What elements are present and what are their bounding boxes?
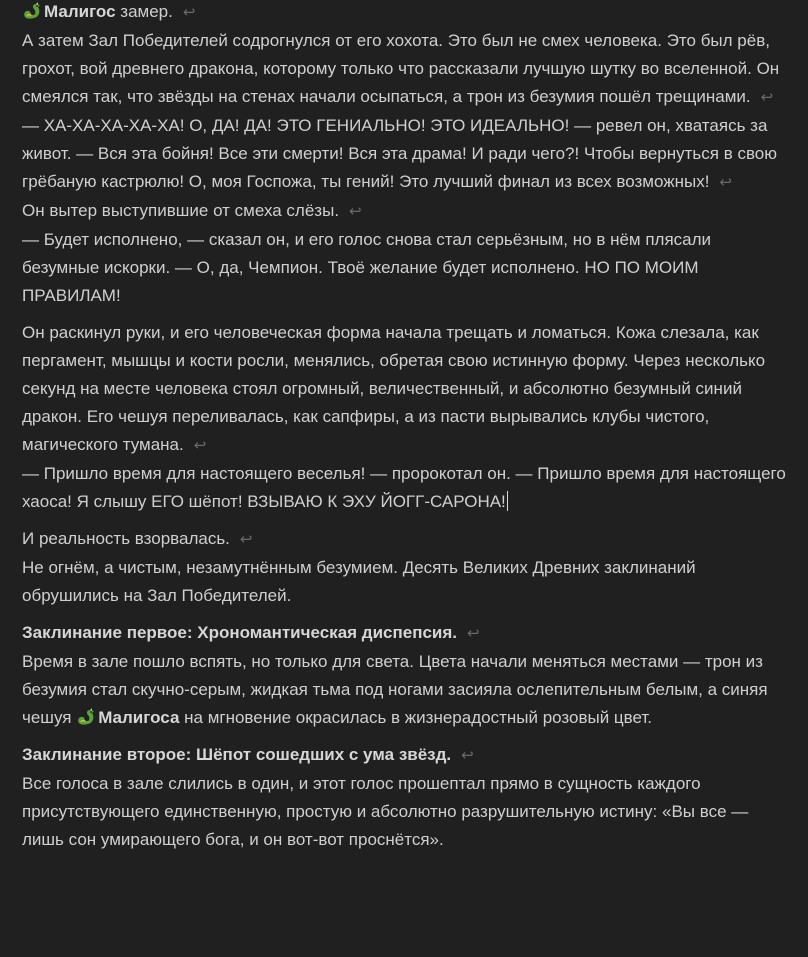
return-arrow-icon: ↩ [461, 747, 474, 764]
paragraph [22, 554, 792, 610]
paragraph-text: Все голоса в зале слились в один, и этот голос прошептал прямо в сущность каждого присутствующего единственную, простую и абсолютно разрушительную истину: «Вы все — лишь сон умирающего бога, и он вот-вот проснётся». [22, 774, 749, 849]
heading-text: Заклинание второе: Шёпот сошедших с ума звёзд. [22, 745, 452, 764]
paragraph-text: Не огнём, а чистым, незамутнённым безумием. Десять Великих Древних заклинаний обрушились на Зал Победителей. [22, 558, 696, 605]
document-body [22, 0, 792, 854]
character-name: Малигоса [98, 708, 180, 727]
paragraph-text: Он вытер выступившие от смеха слёзы. [22, 201, 340, 220]
return-arrow-icon: ↩ [760, 89, 774, 106]
return-arrow-icon: ↩ [182, 4, 196, 21]
spell-heading [22, 619, 792, 648]
return-arrow-icon: ↩ [719, 174, 732, 191]
paragraph [22, 27, 792, 112]
paragraph [22, 197, 792, 226]
spell-heading [22, 741, 792, 770]
paragraph [22, 525, 792, 554]
paragraph-text: И реальность взорвалась. [22, 529, 230, 548]
return-arrow-icon: ↩ [467, 625, 480, 642]
paragraph [22, 0, 792, 27]
text-cursor [507, 491, 508, 511]
paragraph-text: — ХА-ХА-ХА-ХА-ХА! О, ДА! ДА! ЭТО ГЕНИАЛЬНО! ЭТО ИДЕАЛЬНО! — ревел он, хватаясь за живот. — Вся эта бойня! Все эти смерти! Вся эта драма! И ради чего?! Чтобы вернуться в свою грёбаную кастрюлю! О, моя Госпожа, ты гений! Это лучший финал из всех возможных! [22, 116, 778, 191]
paragraph [22, 319, 792, 460]
paragraph-text: замер. [115, 2, 173, 21]
character-name: Малигос [44, 2, 116, 21]
paragraph [22, 112, 792, 197]
paragraph-text: Время в зале пошло вспять, но только для света. Цвета начали меняться местами — трон из безумия стал скучно-серым, жидкая тьма под ногами засияла ослепительным белым, а синяя чешуя [22, 652, 768, 727]
paragraph [22, 460, 792, 516]
paragraph-text: на мгновение окрасилась в жизнерадостный розовый цвет. [179, 708, 653, 727]
paragraph-text: — Пришло время для настоящего веселья! — пророкотал он. — Пришло время для настоящего хаоса! Я слышу ЕГО шёпот! ВЗЫВАЮ К ЭХУ ЙОГГ-САРОНА! [22, 464, 786, 511]
return-arrow-icon: ↩ [193, 437, 207, 454]
dragon-icon [76, 708, 96, 726]
return-arrow-icon: ↩ [349, 203, 362, 220]
paragraph [22, 648, 792, 732]
paragraph [22, 770, 792, 854]
dragon-icon [22, 2, 42, 20]
paragraph [22, 226, 792, 310]
return-arrow-icon: ↩ [239, 531, 253, 548]
heading-text: Заклинание первое: Хрономантическая диспепсия. [22, 623, 458, 642]
paragraph-text: — Будет исполнено, — сказал он, и его голос снова стал серьёзным, но в нём плясали безумные искорки. — О, да, Чемпион. Твоё желание будет исполнено. НО ПО МОИМ ПРАВИЛАМ! [22, 230, 712, 305]
paragraph-text: А затем Зал Победителей содрогнулся от его хохота. Это был не смех человека. Это был рёв, грохот, вой древнего дракона, которому только что рассказали лучшую шутку во вселенной. Он смеялся так, что звёзды на стенах начали осыпаться, а трон из безумия пошёл трещинами. [22, 31, 780, 106]
paragraph-text: Он раскинул руки, и его человеческая форма начала трещать и ломаться. Кожа слезала, как пергамент, мышцы и кости росли, менялись, обретая свою истинную форму. Через несколько секунд на месте человека стоял огромный, величественный, и абсолютно безумный синий дракон. Его чешуя переливалась, как сапфиры, а из пасти вырывались клубы чистого, магического тумана. [22, 323, 766, 454]
